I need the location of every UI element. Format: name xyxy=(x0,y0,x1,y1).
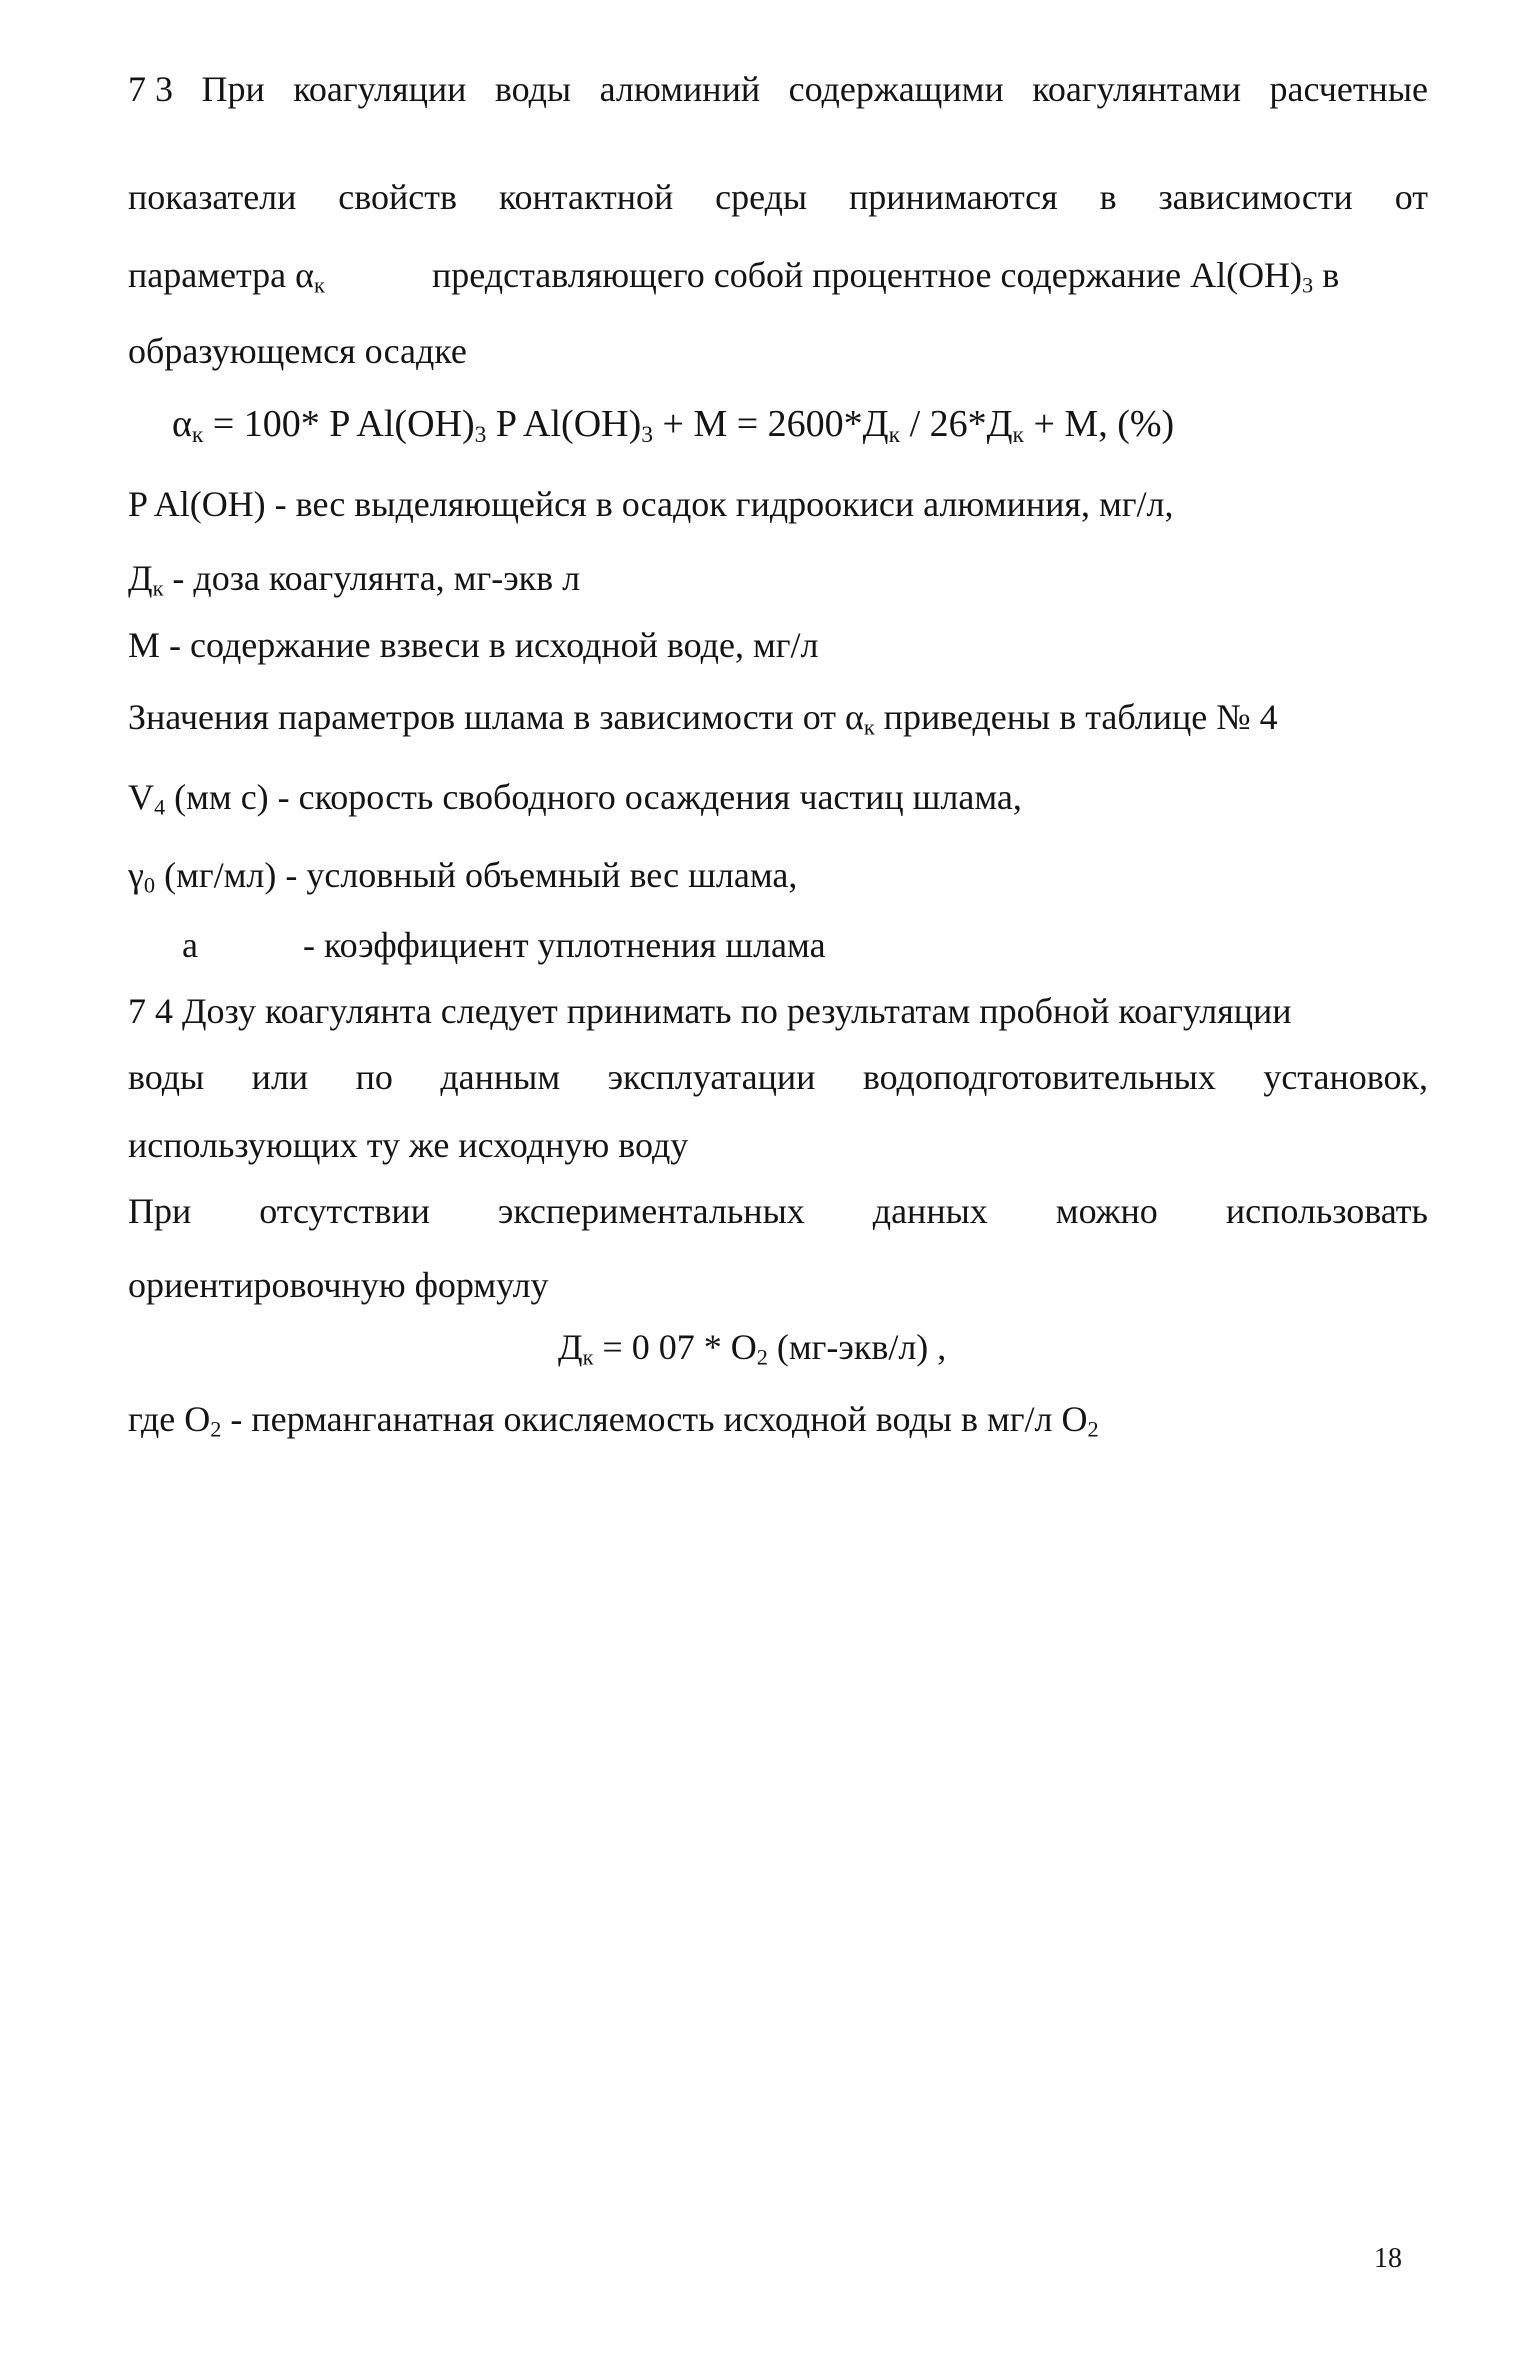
word: можно xyxy=(1055,1191,1158,1231)
word: в xyxy=(1099,177,1117,217)
p73-line-1 xyxy=(128,66,1428,112)
word: использовать xyxy=(1225,1191,1428,1231)
word: коагулянтами xyxy=(1032,69,1242,109)
text: - доза коагулянта, мг-экв л xyxy=(163,558,581,598)
subscript: к xyxy=(863,714,875,740)
word: отсутствии xyxy=(259,1191,430,1231)
subscript: к xyxy=(314,272,325,298)
p74-line-3: использующих ту же исходную воду xyxy=(128,1125,689,1165)
text: = 100* P Al(OH) xyxy=(203,403,475,445)
def-v4 xyxy=(128,774,1022,820)
formula-alpha xyxy=(172,401,1174,447)
def-m: M - содержание взвеси в исходной воде, мг/л xyxy=(128,625,819,665)
text: (мм с) - скорость свободного осаждения частиц шлама, xyxy=(165,777,1022,817)
text: приведены в таблице № 4 xyxy=(874,697,1278,737)
word: контактной xyxy=(498,177,674,217)
table-reference xyxy=(128,694,1278,740)
text: + M, (%) xyxy=(1024,403,1175,445)
text: в xyxy=(1313,255,1340,295)
word: 7 3 xyxy=(128,69,173,109)
word: по xyxy=(355,1057,393,1097)
def-dk xyxy=(128,555,580,601)
text: V xyxy=(128,777,154,817)
text: где O xyxy=(128,1399,211,1439)
word: воды xyxy=(128,1057,205,1097)
text: γ xyxy=(128,855,144,895)
word: воды xyxy=(494,69,572,109)
word: При xyxy=(128,1191,192,1231)
where-clause xyxy=(128,1396,1099,1442)
text: + M = 2600*Д xyxy=(653,403,889,445)
subscript: 2 xyxy=(210,1416,222,1442)
p73-line-4: образующемся осадке xyxy=(128,331,467,371)
def-a-description: - коэффициент уплотнения шлама xyxy=(303,925,826,965)
word: зависимости xyxy=(1158,177,1353,217)
subscript: к xyxy=(888,421,901,448)
text: = 0 07 * O xyxy=(593,1327,757,1367)
word: от xyxy=(1394,177,1428,217)
subscript: к xyxy=(1012,421,1024,448)
text: α xyxy=(172,403,192,445)
p74-line-2 xyxy=(128,1054,1428,1100)
word: При xyxy=(201,69,265,109)
p74-line-1: 7 4 Дозу коагулянта следует принимать по результатам пробной коагуляции xyxy=(128,991,1292,1031)
text: P Al(OH) xyxy=(486,403,642,445)
p73-line-2 xyxy=(128,174,1428,220)
word: расчетные xyxy=(1269,69,1428,109)
p73-line-3a xyxy=(128,252,325,298)
text: - перманганатная окисляемость исходной воды в мг/л O xyxy=(221,1399,1088,1439)
subscript: к xyxy=(152,575,164,601)
subscript: к xyxy=(191,421,204,448)
text: Значения параметров шлама в зависимости от α xyxy=(128,697,864,737)
subscript: к xyxy=(582,1344,594,1370)
word: принимаются xyxy=(848,177,1058,217)
word: среды xyxy=(715,177,808,217)
def-p-aloh: P Al(OH) - вес выделяющейся в осадок гидроокиси алюминия, мг/л, xyxy=(128,484,1174,524)
text: (мг/мл) - условный объемный вес шлама, xyxy=(155,855,798,895)
text: / 26*Д xyxy=(900,403,1013,445)
word: содержащими xyxy=(788,69,1004,109)
word: коагуляции xyxy=(293,69,467,109)
text: Д xyxy=(128,558,153,598)
word: эксплуатации xyxy=(607,1057,816,1097)
text: (мг-экв/л) , xyxy=(767,1327,947,1367)
def-a-symbol: a xyxy=(182,925,198,965)
text: представляющего собой процентное содержание Al(OH) xyxy=(432,255,1303,295)
p73-line-3b xyxy=(432,252,1339,298)
word: установок, xyxy=(1263,1057,1428,1097)
text: параметра α xyxy=(128,255,314,295)
word: водоподготовительных xyxy=(862,1057,1216,1097)
subscript: 3 xyxy=(641,421,654,448)
subscript: 0 xyxy=(143,872,156,898)
subscript: 3 xyxy=(1302,272,1314,298)
subscript: 2 xyxy=(756,1344,768,1370)
word: алюминий xyxy=(599,69,761,109)
subscript: 4 xyxy=(154,794,166,820)
p74-line-5: ориентировочную формулу xyxy=(128,1265,549,1305)
subscript: 2 xyxy=(1087,1416,1099,1442)
page-number: 18 xyxy=(1374,2243,1402,2274)
formula-dose xyxy=(558,1324,946,1370)
word: данным xyxy=(440,1057,561,1097)
word: данных xyxy=(872,1191,988,1231)
word: свойств xyxy=(338,177,457,217)
word: экспериментальных xyxy=(497,1191,805,1231)
def-gamma0 xyxy=(128,852,797,898)
word: показатели xyxy=(128,177,297,217)
subscript: 3 xyxy=(474,421,487,448)
p74-line-4 xyxy=(128,1188,1428,1234)
text: Д xyxy=(558,1327,583,1367)
word: или xyxy=(251,1057,309,1097)
